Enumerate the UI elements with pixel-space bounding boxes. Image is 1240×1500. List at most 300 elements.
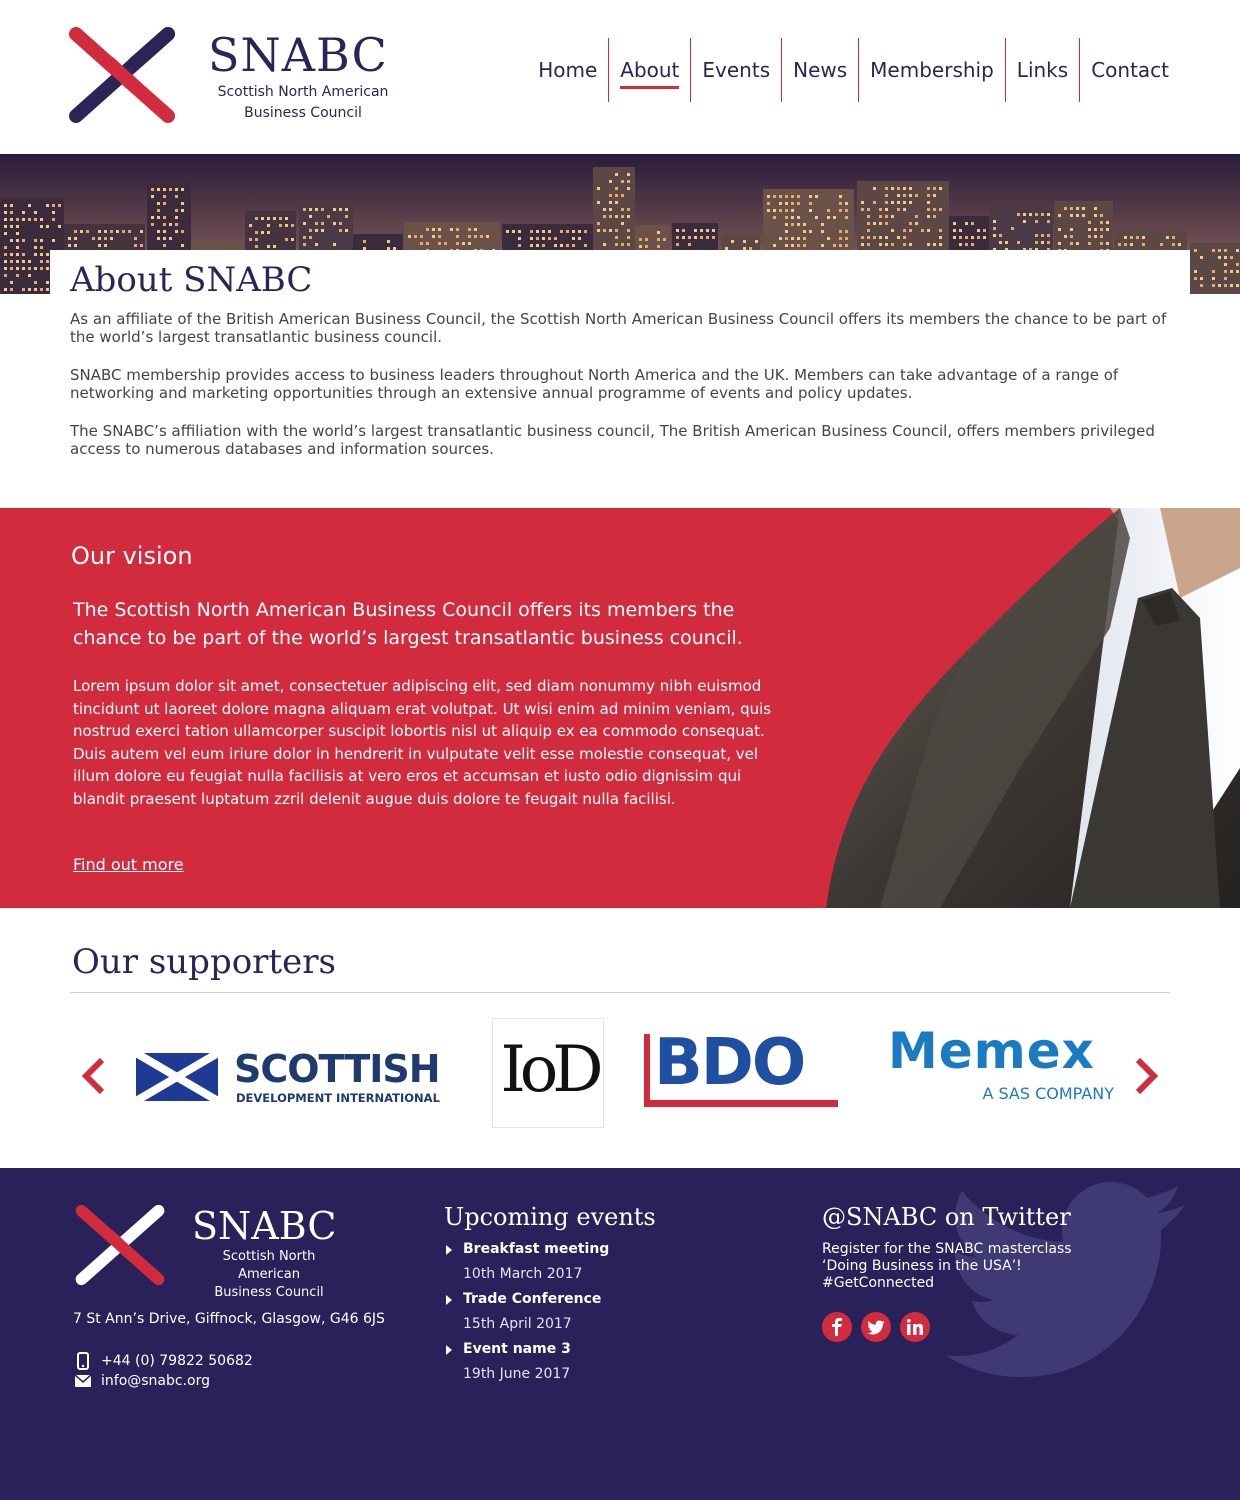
nav-contact[interactable]: Contact bbox=[1079, 38, 1180, 102]
skyline-window bbox=[1172, 236, 1175, 239]
skyline-window bbox=[1082, 214, 1085, 217]
skyline-window bbox=[909, 194, 912, 197]
skyline-window bbox=[965, 236, 968, 239]
skyline-window bbox=[791, 223, 794, 226]
skyline-window bbox=[615, 229, 618, 232]
nav-about[interactable]: About bbox=[608, 38, 690, 102]
sponsor-logo-bdo[interactable] bbox=[644, 1026, 840, 1108]
skyline-window bbox=[953, 236, 956, 239]
skyline-window bbox=[803, 244, 806, 247]
skyline-window bbox=[1212, 277, 1215, 280]
skyline-window bbox=[797, 216, 800, 219]
about-title: About SNABC bbox=[70, 260, 313, 300]
skyline-window bbox=[1041, 213, 1044, 216]
skyline-window bbox=[977, 229, 980, 232]
skyline-window bbox=[98, 244, 101, 247]
skyline-window bbox=[10, 225, 13, 228]
skyline-window bbox=[615, 236, 618, 239]
event-name-link[interactable]: Trade Conference bbox=[444, 1287, 656, 1312]
skyline-window bbox=[845, 202, 848, 205]
skyline-window bbox=[915, 194, 918, 197]
skyline-window bbox=[621, 208, 624, 211]
skyline-window bbox=[809, 230, 812, 233]
skyline-window bbox=[597, 229, 600, 232]
skyline-window bbox=[80, 230, 83, 233]
skyline-window bbox=[104, 244, 107, 247]
skyline-window bbox=[1236, 263, 1239, 266]
skyline-window bbox=[157, 202, 160, 205]
skyline-window bbox=[791, 202, 794, 205]
skyline-window bbox=[327, 215, 330, 218]
site-logo[interactable] bbox=[68, 26, 408, 126]
logo-tagline bbox=[208, 82, 398, 124]
skyline-window bbox=[163, 223, 166, 226]
skyline-window bbox=[181, 244, 184, 247]
skyline-window bbox=[22, 267, 25, 270]
skyline-window bbox=[22, 211, 25, 214]
skyline-window bbox=[1088, 242, 1091, 245]
about-paragraph: The SNABC’s affiliation with the world’s largest transatlantic business council, The British American Business Council, offers members privileged access to numerous databases and information sources. bbox=[70, 422, 1155, 458]
skyline-window bbox=[891, 215, 894, 218]
skyline-window bbox=[879, 236, 882, 239]
skyline-window bbox=[584, 244, 587, 247]
skyline-window bbox=[74, 237, 77, 240]
site-footer bbox=[0, 1168, 1240, 1500]
skyline-window bbox=[1106, 221, 1109, 224]
skyline-window bbox=[34, 211, 37, 214]
skyline-window bbox=[909, 187, 912, 190]
skyline-window bbox=[163, 188, 166, 191]
skyline-window bbox=[833, 244, 836, 247]
skyline-window bbox=[285, 238, 288, 241]
skyline-window bbox=[1047, 213, 1050, 216]
skyline-window bbox=[40, 288, 43, 291]
event-date: 10th March 2017 bbox=[463, 1266, 583, 1282]
skyline-window bbox=[414, 235, 417, 238]
skyline-window bbox=[971, 243, 974, 246]
skyline-window bbox=[603, 215, 606, 218]
skyline-window bbox=[688, 243, 691, 246]
skyline-window bbox=[712, 229, 715, 232]
skyline-window bbox=[426, 228, 429, 231]
footer-logo[interactable] bbox=[74, 1204, 337, 1300]
skyline-window bbox=[731, 240, 734, 243]
tweet-text bbox=[822, 1241, 1122, 1292]
skyline-window bbox=[791, 216, 794, 219]
skyline-window bbox=[363, 240, 366, 243]
skyline-window bbox=[74, 244, 77, 247]
skyline-window bbox=[609, 180, 612, 183]
skyline-window bbox=[339, 222, 342, 225]
skyline-window bbox=[1094, 235, 1097, 238]
skyline-window bbox=[1076, 214, 1079, 217]
skyline-window bbox=[903, 194, 906, 197]
skyline-window bbox=[885, 222, 888, 225]
skyline-window bbox=[603, 229, 606, 232]
skyline-window bbox=[1218, 256, 1221, 259]
skyline-window bbox=[10, 211, 13, 214]
skyline-window bbox=[10, 253, 13, 256]
skyline-window bbox=[861, 208, 864, 211]
skyline-window bbox=[28, 267, 31, 270]
skyline-window bbox=[743, 240, 746, 243]
nav-news[interactable]: News bbox=[781, 38, 858, 102]
skyline-window bbox=[4, 211, 7, 214]
skyline-window bbox=[1230, 284, 1233, 287]
skyline-window bbox=[682, 229, 685, 232]
skyline-window bbox=[903, 229, 906, 232]
skyline-window bbox=[939, 243, 942, 246]
skyline-window bbox=[1070, 207, 1073, 210]
skyline-window bbox=[821, 230, 824, 233]
skyline-window bbox=[181, 202, 184, 205]
footer-address: 7 St Ann’s Drive, Giffnock, Glasgow, G46 6JS bbox=[73, 1311, 385, 1327]
skyline-window bbox=[34, 218, 37, 221]
skyline-window bbox=[845, 244, 848, 247]
footer-email-text: info@snabc.org bbox=[101, 1373, 210, 1389]
skyline-window bbox=[927, 187, 930, 190]
skyline-window bbox=[530, 230, 533, 233]
footer-phone[interactable] bbox=[74, 1352, 253, 1370]
skyline-window bbox=[10, 288, 13, 291]
skyline-window bbox=[512, 230, 515, 233]
skyline-window bbox=[694, 229, 697, 232]
skyline-window bbox=[627, 208, 630, 211]
skyline-window bbox=[867, 236, 870, 239]
skyline-window bbox=[933, 215, 936, 218]
facebook-icon[interactable] bbox=[822, 1312, 852, 1342]
skyline-window bbox=[16, 225, 19, 228]
skyline-window bbox=[1212, 249, 1215, 252]
skyline-window bbox=[1070, 235, 1073, 238]
skyline-window bbox=[22, 239, 25, 242]
skyline-window bbox=[873, 236, 876, 239]
skyline-window bbox=[909, 222, 912, 225]
skyline-window bbox=[903, 201, 906, 204]
skyline-window bbox=[157, 237, 160, 240]
skyline-window bbox=[706, 229, 709, 232]
skyline-window bbox=[169, 188, 172, 191]
upcoming-events bbox=[444, 1203, 656, 1387]
skyline-window bbox=[1236, 270, 1239, 273]
skyline-window bbox=[151, 216, 154, 219]
skyline-window bbox=[572, 237, 575, 240]
skyline-window bbox=[438, 228, 441, 231]
event-name-link[interactable]: Event name 3 bbox=[444, 1337, 656, 1362]
skyline-window bbox=[999, 241, 1002, 244]
skyline-window bbox=[1130, 243, 1133, 246]
skyline-window bbox=[116, 230, 119, 233]
skyline-window bbox=[1224, 284, 1227, 287]
skyline-window bbox=[965, 222, 968, 225]
skyline-window bbox=[163, 237, 166, 240]
skyline-window bbox=[10, 267, 13, 270]
skyline-window bbox=[867, 222, 870, 225]
skyline-window bbox=[933, 243, 936, 246]
skyline-window bbox=[432, 235, 435, 238]
skyline-window bbox=[1224, 263, 1227, 266]
skyline-window bbox=[261, 231, 264, 234]
skyline-window bbox=[785, 202, 788, 205]
skyline-window bbox=[821, 223, 824, 226]
skyline-window bbox=[1160, 243, 1163, 246]
skyline-window bbox=[309, 229, 312, 232]
skyline-window bbox=[639, 245, 642, 248]
skyline-window bbox=[309, 208, 312, 211]
skyline-window bbox=[536, 230, 539, 233]
skyline-window bbox=[46, 281, 49, 284]
tweet-line: Register for the SNABC masterclass bbox=[822, 1241, 1072, 1257]
memex-subtitle: A SAS COMPANY bbox=[982, 1084, 1114, 1103]
skyline-window bbox=[621, 243, 624, 246]
skyline-window bbox=[279, 224, 282, 227]
skyline-window bbox=[303, 243, 306, 246]
skyline-window bbox=[959, 229, 962, 232]
skyline-window bbox=[1047, 234, 1050, 237]
skyline-window bbox=[971, 222, 974, 225]
skyline-window bbox=[303, 236, 306, 239]
skyline-window bbox=[767, 195, 770, 198]
skyline-window bbox=[861, 243, 864, 246]
skyline-window bbox=[597, 187, 600, 190]
event-name-link[interactable]: Breakfast meeting bbox=[444, 1237, 656, 1262]
skyline-window bbox=[157, 230, 160, 233]
skyline-window bbox=[321, 222, 324, 225]
skyline-window bbox=[566, 230, 569, 233]
skyline-window bbox=[927, 194, 930, 197]
skyline-window bbox=[4, 253, 7, 256]
skyline-window bbox=[151, 223, 154, 226]
skyline-window bbox=[333, 222, 336, 225]
skyline-window bbox=[927, 215, 930, 218]
skyline-window bbox=[267, 245, 270, 248]
skyline-window bbox=[867, 243, 870, 246]
skyline-window bbox=[1100, 242, 1103, 245]
mobile-phone-icon bbox=[74, 1352, 92, 1370]
social-links bbox=[822, 1312, 1122, 1342]
skyline-window bbox=[845, 209, 848, 212]
skyline-window bbox=[315, 243, 318, 246]
skyline-window bbox=[163, 195, 166, 198]
skyline-window bbox=[1035, 241, 1038, 244]
skyline-window bbox=[1076, 207, 1079, 210]
skyline-window bbox=[34, 281, 37, 284]
skyline-window bbox=[1218, 284, 1221, 287]
skyline-window bbox=[4, 274, 7, 277]
skyline-window bbox=[10, 281, 13, 284]
skyline-window bbox=[803, 223, 806, 226]
skyline-window bbox=[785, 237, 788, 240]
skyline-window bbox=[1005, 241, 1008, 244]
carousel-prev-arrow-icon[interactable] bbox=[78, 1056, 108, 1096]
footer-email[interactable] bbox=[74, 1373, 210, 1389]
find-out-more-link[interactable]: Find out more bbox=[73, 855, 184, 874]
skyline-window bbox=[999, 234, 1002, 237]
skyline-window bbox=[1047, 220, 1050, 223]
skyline-window bbox=[897, 208, 900, 211]
skyline-window bbox=[903, 187, 906, 190]
logo-wordmark: SNABC bbox=[208, 28, 388, 82]
vision-section bbox=[0, 508, 1240, 908]
skyline-window bbox=[873, 201, 876, 204]
skyline-window bbox=[603, 243, 606, 246]
skyline-window bbox=[797, 237, 800, 240]
skyline-window bbox=[953, 222, 956, 225]
skyline-window bbox=[779, 237, 782, 240]
skyline-window bbox=[953, 229, 956, 232]
skyline-window bbox=[1070, 214, 1073, 217]
nav-home[interactable]: Home bbox=[538, 58, 598, 82]
skyline-window bbox=[615, 201, 618, 204]
skyline-window bbox=[22, 260, 25, 263]
sponsor-logo-memex[interactable] bbox=[888, 1022, 1114, 1108]
skyline-window bbox=[10, 260, 13, 263]
skyline-window bbox=[110, 230, 113, 233]
skyline-window bbox=[779, 195, 782, 198]
skyline-window bbox=[1023, 213, 1026, 216]
skyline-window bbox=[1082, 207, 1085, 210]
skyline-window bbox=[627, 215, 630, 218]
skyline-window bbox=[1194, 249, 1197, 252]
skyline-window bbox=[134, 244, 137, 247]
skyline-window bbox=[468, 235, 471, 238]
skyline-window bbox=[815, 195, 818, 198]
skyline-window bbox=[542, 230, 545, 233]
twitter-icon[interactable] bbox=[861, 1312, 891, 1342]
skyline-window bbox=[1236, 284, 1239, 287]
skyline-window bbox=[977, 236, 980, 239]
skyline-window bbox=[621, 215, 624, 218]
skyline-window bbox=[104, 237, 107, 240]
skyline-window bbox=[134, 237, 137, 240]
skyline-window bbox=[694, 236, 697, 239]
skyline-window bbox=[939, 187, 942, 190]
section-divider bbox=[70, 992, 1170, 993]
skyline-window bbox=[151, 195, 154, 198]
skyline-window bbox=[615, 215, 618, 218]
skyline-window bbox=[621, 194, 624, 197]
skyline-window bbox=[46, 225, 49, 228]
skyline-window bbox=[542, 237, 545, 240]
skyline-window bbox=[791, 237, 794, 240]
skyline-window bbox=[839, 237, 842, 240]
skyline-window bbox=[1088, 235, 1091, 238]
skyline-window bbox=[809, 209, 812, 212]
skyline-window bbox=[10, 204, 13, 207]
skyline-window bbox=[16, 260, 19, 263]
skyline-window bbox=[40, 253, 43, 256]
skyline-window bbox=[261, 217, 264, 220]
skyline-window bbox=[627, 229, 630, 232]
skyline-window bbox=[432, 228, 435, 231]
skyline-window bbox=[676, 243, 679, 246]
skyline-window bbox=[1212, 284, 1215, 287]
skyline-window bbox=[40, 225, 43, 228]
skyline-window bbox=[530, 237, 533, 240]
skyline-window bbox=[46, 204, 49, 207]
skyline-window bbox=[345, 229, 348, 232]
skyline-window bbox=[909, 201, 912, 204]
skyline-window bbox=[657, 238, 660, 241]
linkedin-icon[interactable] bbox=[900, 1312, 930, 1342]
skyline-window bbox=[879, 208, 882, 211]
skyline-window bbox=[542, 244, 545, 247]
skyline-window bbox=[1094, 207, 1097, 210]
skyline-window bbox=[821, 244, 824, 247]
nav-links[interactable]: Links bbox=[1005, 38, 1079, 102]
skyline-window bbox=[927, 201, 930, 204]
skyline-window bbox=[22, 218, 25, 221]
skyline-window bbox=[933, 208, 936, 211]
skyline-window bbox=[965, 243, 968, 246]
sponsor-logo-iod[interactable] bbox=[492, 1018, 604, 1128]
skyline-window bbox=[74, 230, 77, 233]
skyline-window bbox=[518, 244, 521, 247]
skyline-window bbox=[885, 194, 888, 197]
skyline-window bbox=[927, 243, 930, 246]
nav-membership[interactable]: Membership bbox=[858, 38, 1005, 102]
footer-logo-tagline bbox=[190, 1248, 348, 1302]
skyline-window bbox=[903, 243, 906, 246]
skyline-window bbox=[1100, 228, 1103, 231]
skyline-window bbox=[1064, 235, 1067, 238]
skyline-window bbox=[163, 202, 166, 205]
skyline-window bbox=[267, 231, 270, 234]
skyline-window bbox=[839, 230, 842, 233]
skyline-window bbox=[815, 216, 818, 219]
skyline-window bbox=[387, 240, 390, 243]
skyline-window bbox=[16, 218, 19, 221]
carousel-next-arrow-icon[interactable] bbox=[1132, 1056, 1162, 1096]
skyline-window bbox=[785, 216, 788, 219]
skyline-window bbox=[773, 209, 776, 212]
skyline-window bbox=[1230, 270, 1233, 273]
skyline-window bbox=[1178, 243, 1181, 246]
skyline-window bbox=[151, 188, 154, 191]
skyline-window bbox=[157, 216, 160, 219]
skyline-window bbox=[885, 201, 888, 204]
skyline-window bbox=[891, 187, 894, 190]
skyline-window bbox=[486, 235, 489, 238]
skyline-window bbox=[1106, 228, 1109, 231]
skyline-window bbox=[339, 208, 342, 211]
businessman-suit-photo bbox=[820, 508, 1240, 908]
tweet-hashtag[interactable]: #GetConnected bbox=[822, 1275, 935, 1291]
skyline-window bbox=[1142, 243, 1145, 246]
skyline-window bbox=[867, 208, 870, 211]
skyline-window bbox=[609, 194, 612, 197]
skyline-window bbox=[1070, 242, 1073, 245]
skyline-window bbox=[4, 267, 7, 270]
skyline-window bbox=[933, 187, 936, 190]
skyline-window bbox=[584, 230, 587, 233]
skyline-window bbox=[1070, 228, 1073, 231]
skyline-window bbox=[4, 288, 7, 291]
skyline-window bbox=[609, 201, 612, 204]
skyline-window bbox=[1035, 234, 1038, 237]
skyline-window bbox=[1064, 207, 1067, 210]
skyline-window bbox=[175, 223, 178, 226]
skyline-window bbox=[1035, 220, 1038, 223]
skyline-window bbox=[1124, 243, 1127, 246]
skyline-window bbox=[1058, 228, 1061, 231]
skyline-window bbox=[450, 228, 453, 231]
skyline-window bbox=[34, 239, 37, 242]
skyline-window bbox=[518, 237, 521, 240]
skyline-window bbox=[885, 208, 888, 211]
nav-events[interactable]: Events bbox=[690, 38, 781, 102]
skyline-window bbox=[933, 194, 936, 197]
